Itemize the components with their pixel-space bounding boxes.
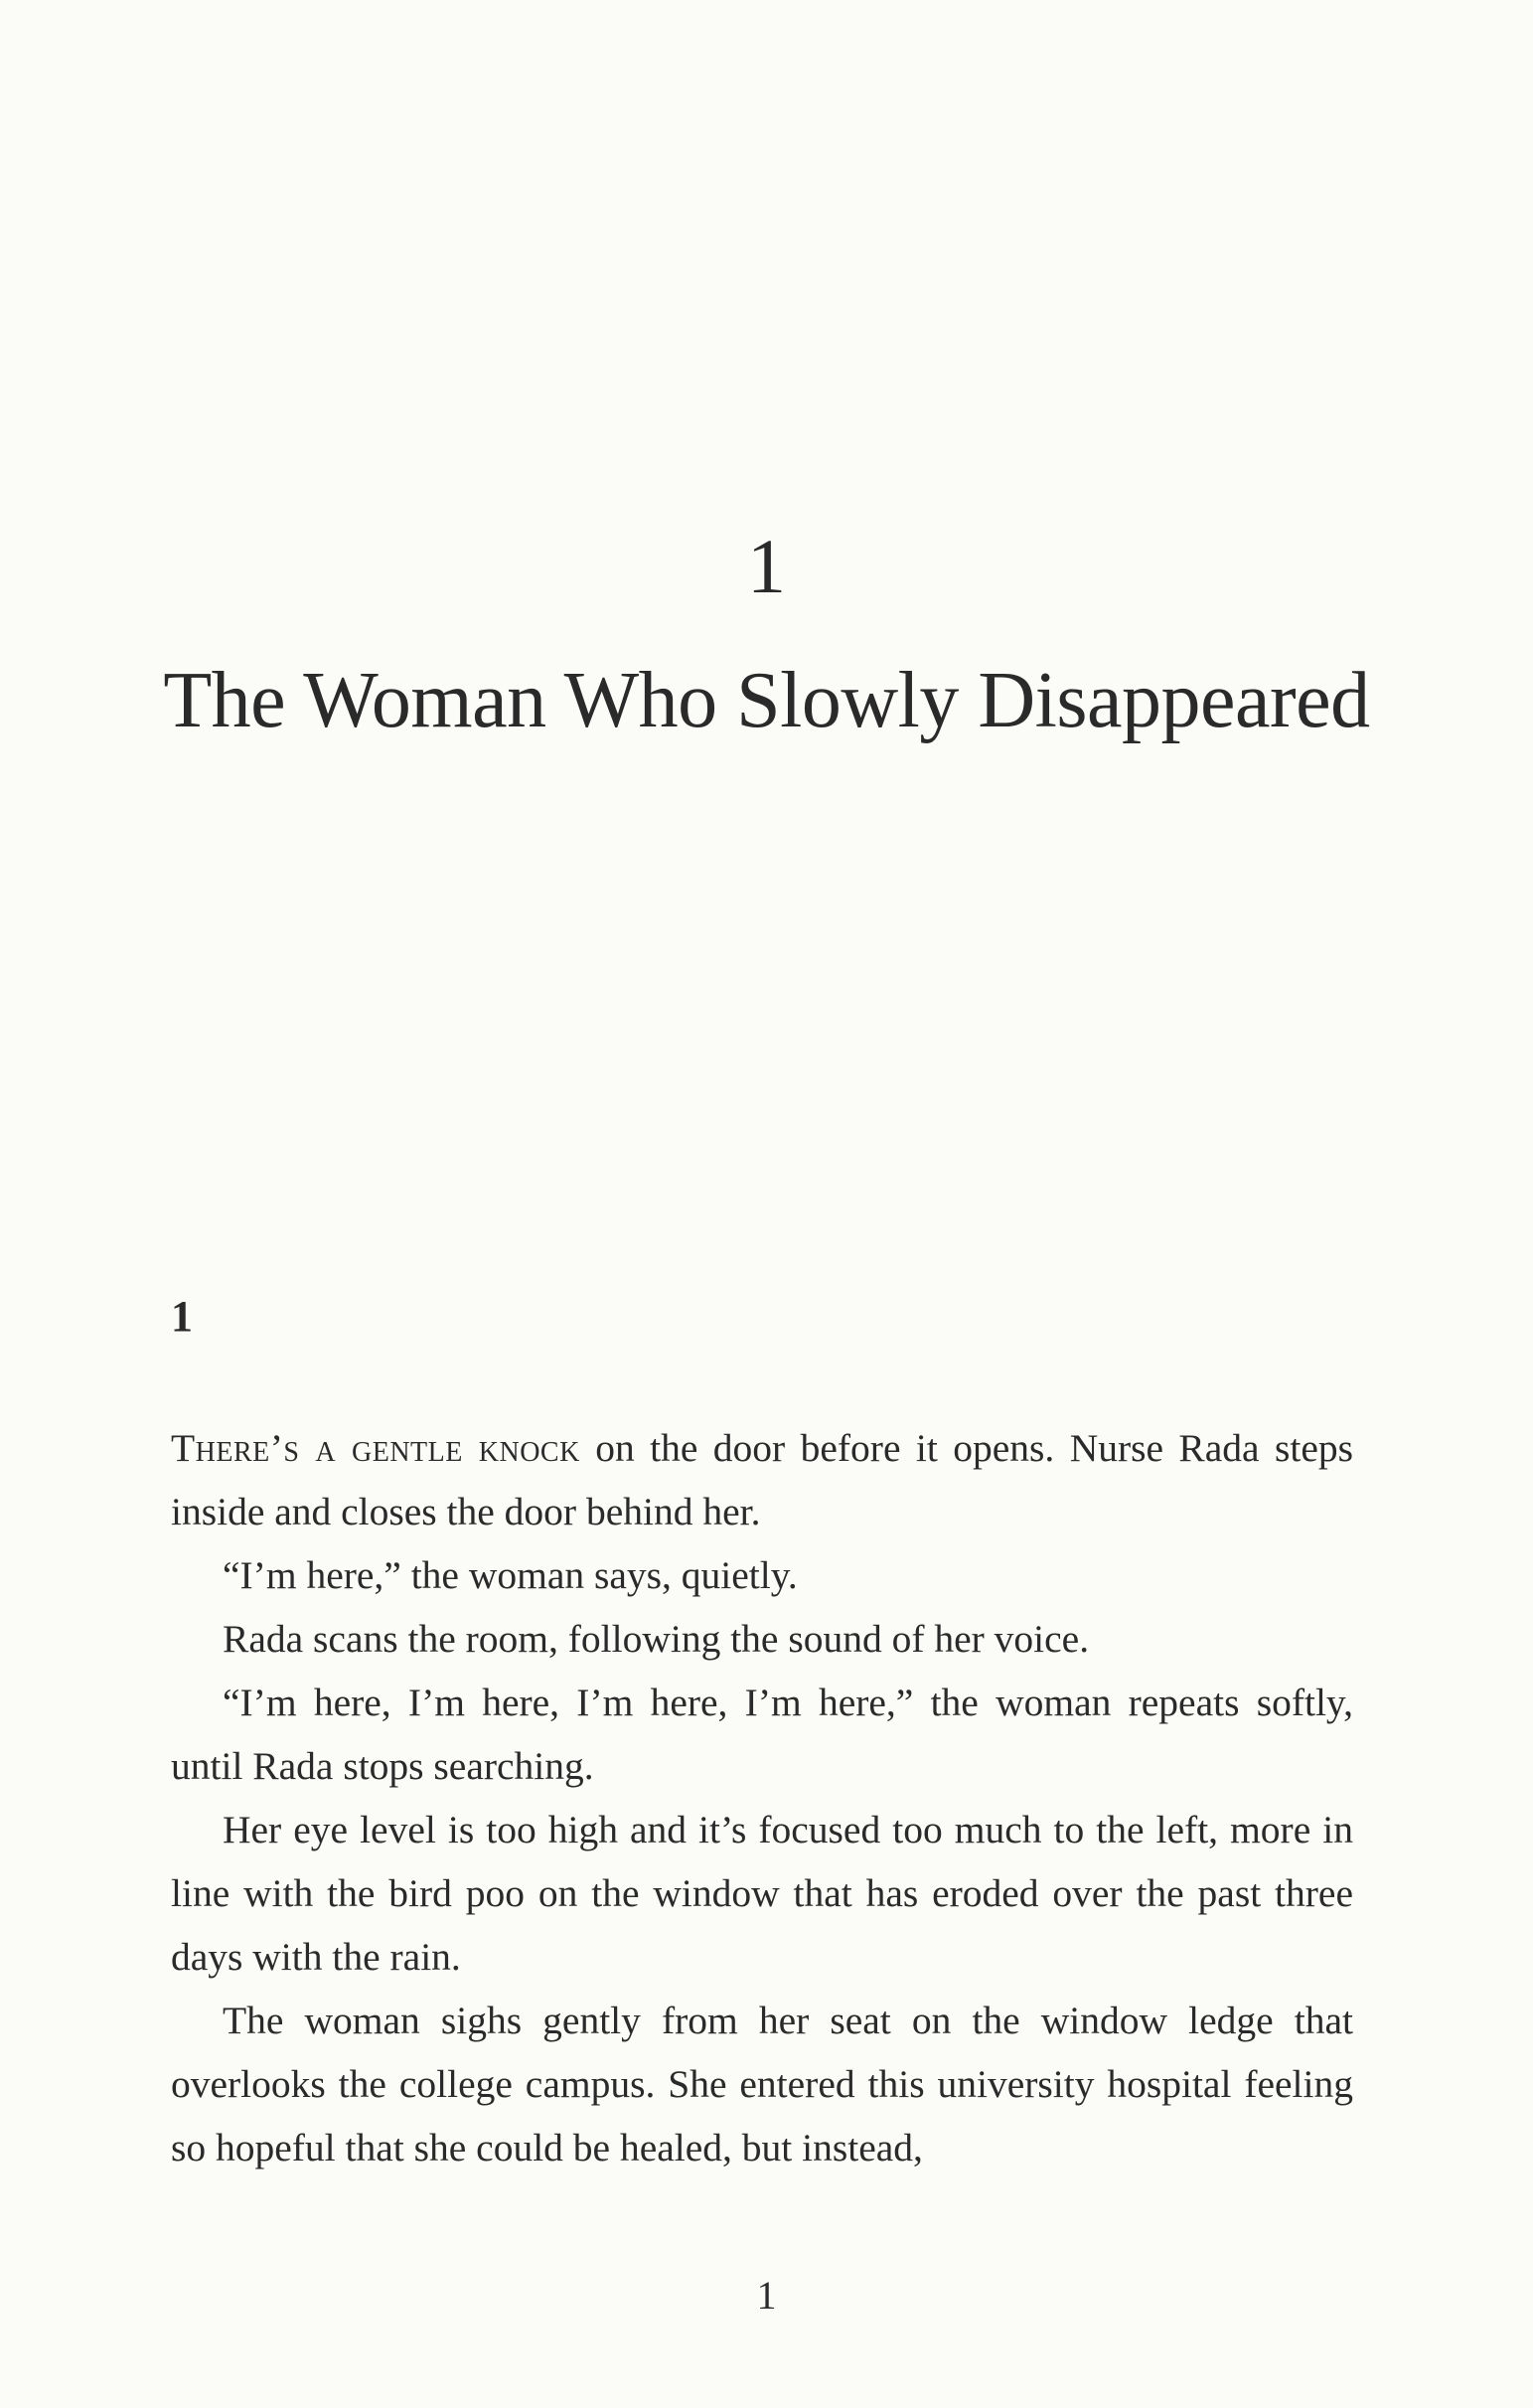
paragraph: “I’m here, I’m here, I’m here, I’m here,” the woman repeats softly, until Rada stops searching. xyxy=(171,1681,1353,1788)
lead-in-small-caps: There’s a gentle knock xyxy=(171,1426,580,1470)
paragraph: “I’m here,” the woman says, quietly. xyxy=(223,1553,798,1597)
paragraph xyxy=(171,1416,1353,1543)
paragraph: The woman sighs gently from her seat on the window ledge that overlooks the college campus. She entered this university hospital feeling so hopeful that she could be healed, but instead, xyxy=(171,1999,1353,2169)
paragraph: Rada scans the room, following the sound of her voice. xyxy=(223,1617,1090,1661)
paragraph-text: on the door before it opens. Nurse Rada steps inside and closes the door behind her. xyxy=(171,1426,1353,1533)
paragraph: Her eye level is too high and it’s focused too much to the left, more in line with the bird poo on the window that has eroded over the past three days with the rain. xyxy=(171,1808,1353,1979)
chapter-number: 1 xyxy=(747,523,786,609)
chapter-title: The Woman Who Slowly Disappeared xyxy=(163,657,1370,744)
body-text xyxy=(171,1416,1353,2179)
page-number: 1 xyxy=(756,2273,777,2318)
section-number: 1 xyxy=(171,1292,193,1341)
